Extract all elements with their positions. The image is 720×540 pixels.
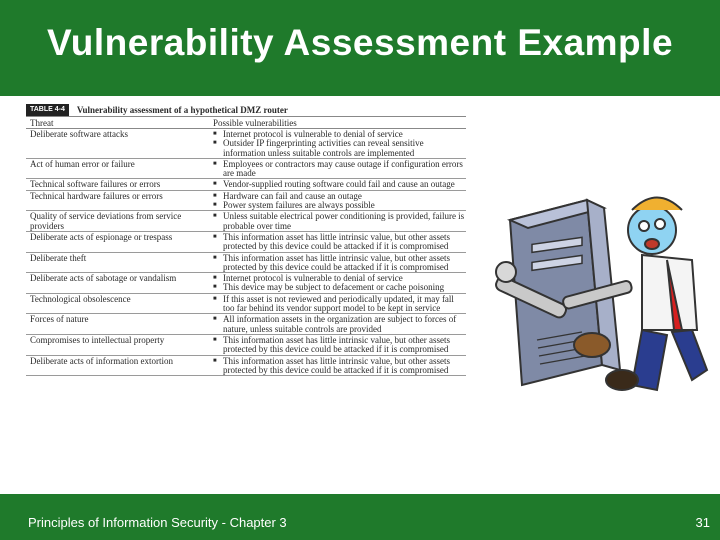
table-row	[26, 179, 466, 190]
threat-cell: Deliberate acts of espionage or trespass	[30, 231, 173, 242]
table-header-row	[26, 117, 466, 129]
vulnerability-text: Internet protocol is vulnerable to denial of service	[223, 273, 403, 284]
square-bullet-icon: ■	[213, 357, 217, 364]
threat-cell: Quality of service deviations from service providers	[30, 211, 182, 231]
square-bullet-icon: ■	[213, 202, 217, 209]
vulnerability-item	[213, 180, 466, 189]
table-row	[26, 232, 466, 253]
vulnerabilities-cell	[213, 314, 466, 334]
square-bullet-icon: ■	[213, 295, 217, 302]
vulnerability-item	[213, 254, 466, 273]
vulnerability-text: All information assets in the organization are subject to forces of nature, unless suitable controls are provided	[223, 314, 457, 334]
vulnerabilities-cell	[213, 335, 466, 355]
vulnerability-text: If this asset is not reviewed and periodically updated, it may fall too far behind its vendor support model to be kept in service	[223, 293, 454, 314]
square-bullet-icon: ■	[213, 160, 217, 167]
table-row	[26, 159, 466, 180]
header-threat: Threat	[30, 117, 54, 128]
vulnerability-text: Internet protocol is vulnerable to denial of service	[223, 129, 403, 139]
slide-title: Vulnerability Assessment Example	[46, 22, 674, 63]
title-banner	[0, 0, 720, 96]
threat-cell: Technological obsolescence	[30, 293, 131, 304]
threat-cell: Deliberate acts of information extortion	[30, 355, 173, 366]
table-row	[26, 253, 466, 274]
table-label: TABLE 4-4	[26, 104, 69, 116]
vulnerability-item	[213, 315, 466, 334]
vulnerability-text: Unless suitable electrical power conditioning is provided, failure is probable over time	[223, 211, 465, 231]
vulnerability-item	[213, 336, 466, 355]
threat-cell: Compromises to intellectual property	[30, 334, 165, 345]
threat-cell: Technical software failures or errors	[30, 179, 161, 190]
threat-cell: Forces of nature	[30, 314, 89, 325]
table-caption	[26, 103, 466, 117]
vulnerability-item	[213, 295, 466, 314]
vulnerability-table	[26, 103, 466, 493]
vulnerability-text: This information asset has little intrinsic value, but other assets protected by this device could be attacked if it is compromised	[223, 334, 450, 355]
vulnerabilities-cell	[213, 356, 466, 376]
vulnerability-item	[213, 201, 466, 210]
square-bullet-icon: ■	[213, 140, 217, 147]
vulnerability-item	[213, 357, 466, 376]
square-bullet-icon: ■	[213, 131, 217, 137]
computer-tower-grabbing-man-clipart	[492, 180, 712, 400]
man-shoe	[574, 333, 610, 357]
vulnerability-text: Hardware can fail and cause an outage	[223, 190, 362, 201]
vulnerability-text: Outsider IP fingerprinting activities can reveal sensitive information unless suitable controls are implemented	[223, 138, 424, 158]
vulnerability-item	[213, 233, 466, 252]
vulnerabilities-cell	[213, 232, 466, 252]
square-bullet-icon: ■	[213, 284, 217, 291]
vulnerability-text: This information asset has little intrinsic value, but other assets protected by this device could be attacked if it is compromised	[223, 252, 450, 272]
square-bullet-icon: ■	[213, 233, 217, 240]
vulnerability-text: Power system failures are always possible	[223, 200, 375, 211]
table-title: Vulnerability assessment of a hypothetical DMZ router	[76, 104, 288, 115]
threat-cell: Deliberate software attacks	[30, 129, 128, 139]
vulnerability-text: This information asset has little intrinsic value, but other assets protected by this device could be attacked if it is compromised	[223, 231, 450, 252]
table-row	[26, 191, 466, 212]
threat-cell: Deliberate theft	[30, 252, 87, 263]
vulnerabilities-cell	[213, 294, 466, 314]
square-bullet-icon: ■	[213, 316, 217, 323]
square-bullet-icon: ■	[213, 181, 217, 188]
table-row	[26, 129, 466, 159]
vulnerabilities-cell	[213, 129, 466, 158]
vulnerabilities-cell	[213, 211, 466, 231]
threat-cell: Technical hardware failures or errors	[30, 190, 163, 201]
threat-cell: Deliberate acts of sabotage or vandalism	[30, 273, 177, 284]
header-vulnerabilities: Possible vulnerabilities	[213, 117, 297, 128]
table-row	[26, 294, 466, 315]
footer-banner	[0, 494, 720, 540]
vulnerability-text: This information asset has little intrinsic value, but other assets protected by this device could be attacked if it is compromised	[223, 355, 450, 375]
page-number: 31	[695, 515, 710, 530]
vulnerability-text: Vendor-supplied routing software could fail and cause an outage	[223, 179, 455, 190]
table-row	[26, 314, 466, 335]
table-row	[26, 356, 466, 377]
vulnerability-item	[213, 212, 466, 231]
vulnerabilities-cell	[213, 159, 466, 179]
vulnerability-item	[213, 139, 466, 158]
footer-text: Principles of Information Security - Chapter 3	[28, 515, 287, 530]
vulnerabilities-cell	[213, 253, 466, 273]
square-bullet-icon: ■	[213, 254, 217, 261]
vulnerability-text: This device may be subject to defacement or cache poisoning	[223, 282, 445, 293]
vulnerability-item	[213, 283, 466, 292]
square-bullet-icon: ■	[213, 275, 217, 282]
vulnerabilities-cell	[213, 191, 466, 211]
threat-cell: Act of human error or failure	[30, 158, 135, 169]
vulnerabilities-cell	[213, 179, 466, 189]
table-row	[26, 335, 466, 356]
table-body	[26, 129, 466, 376]
square-bullet-icon: ■	[213, 336, 217, 343]
square-bullet-icon: ■	[213, 192, 217, 199]
vulnerabilities-cell	[213, 273, 466, 293]
square-bullet-icon: ■	[213, 213, 217, 220]
table-row	[26, 211, 466, 232]
vulnerability-text: Employees or contractors may cause outage if configuration errors are made	[223, 158, 463, 179]
vulnerability-item	[213, 160, 466, 179]
table-row	[26, 273, 466, 294]
